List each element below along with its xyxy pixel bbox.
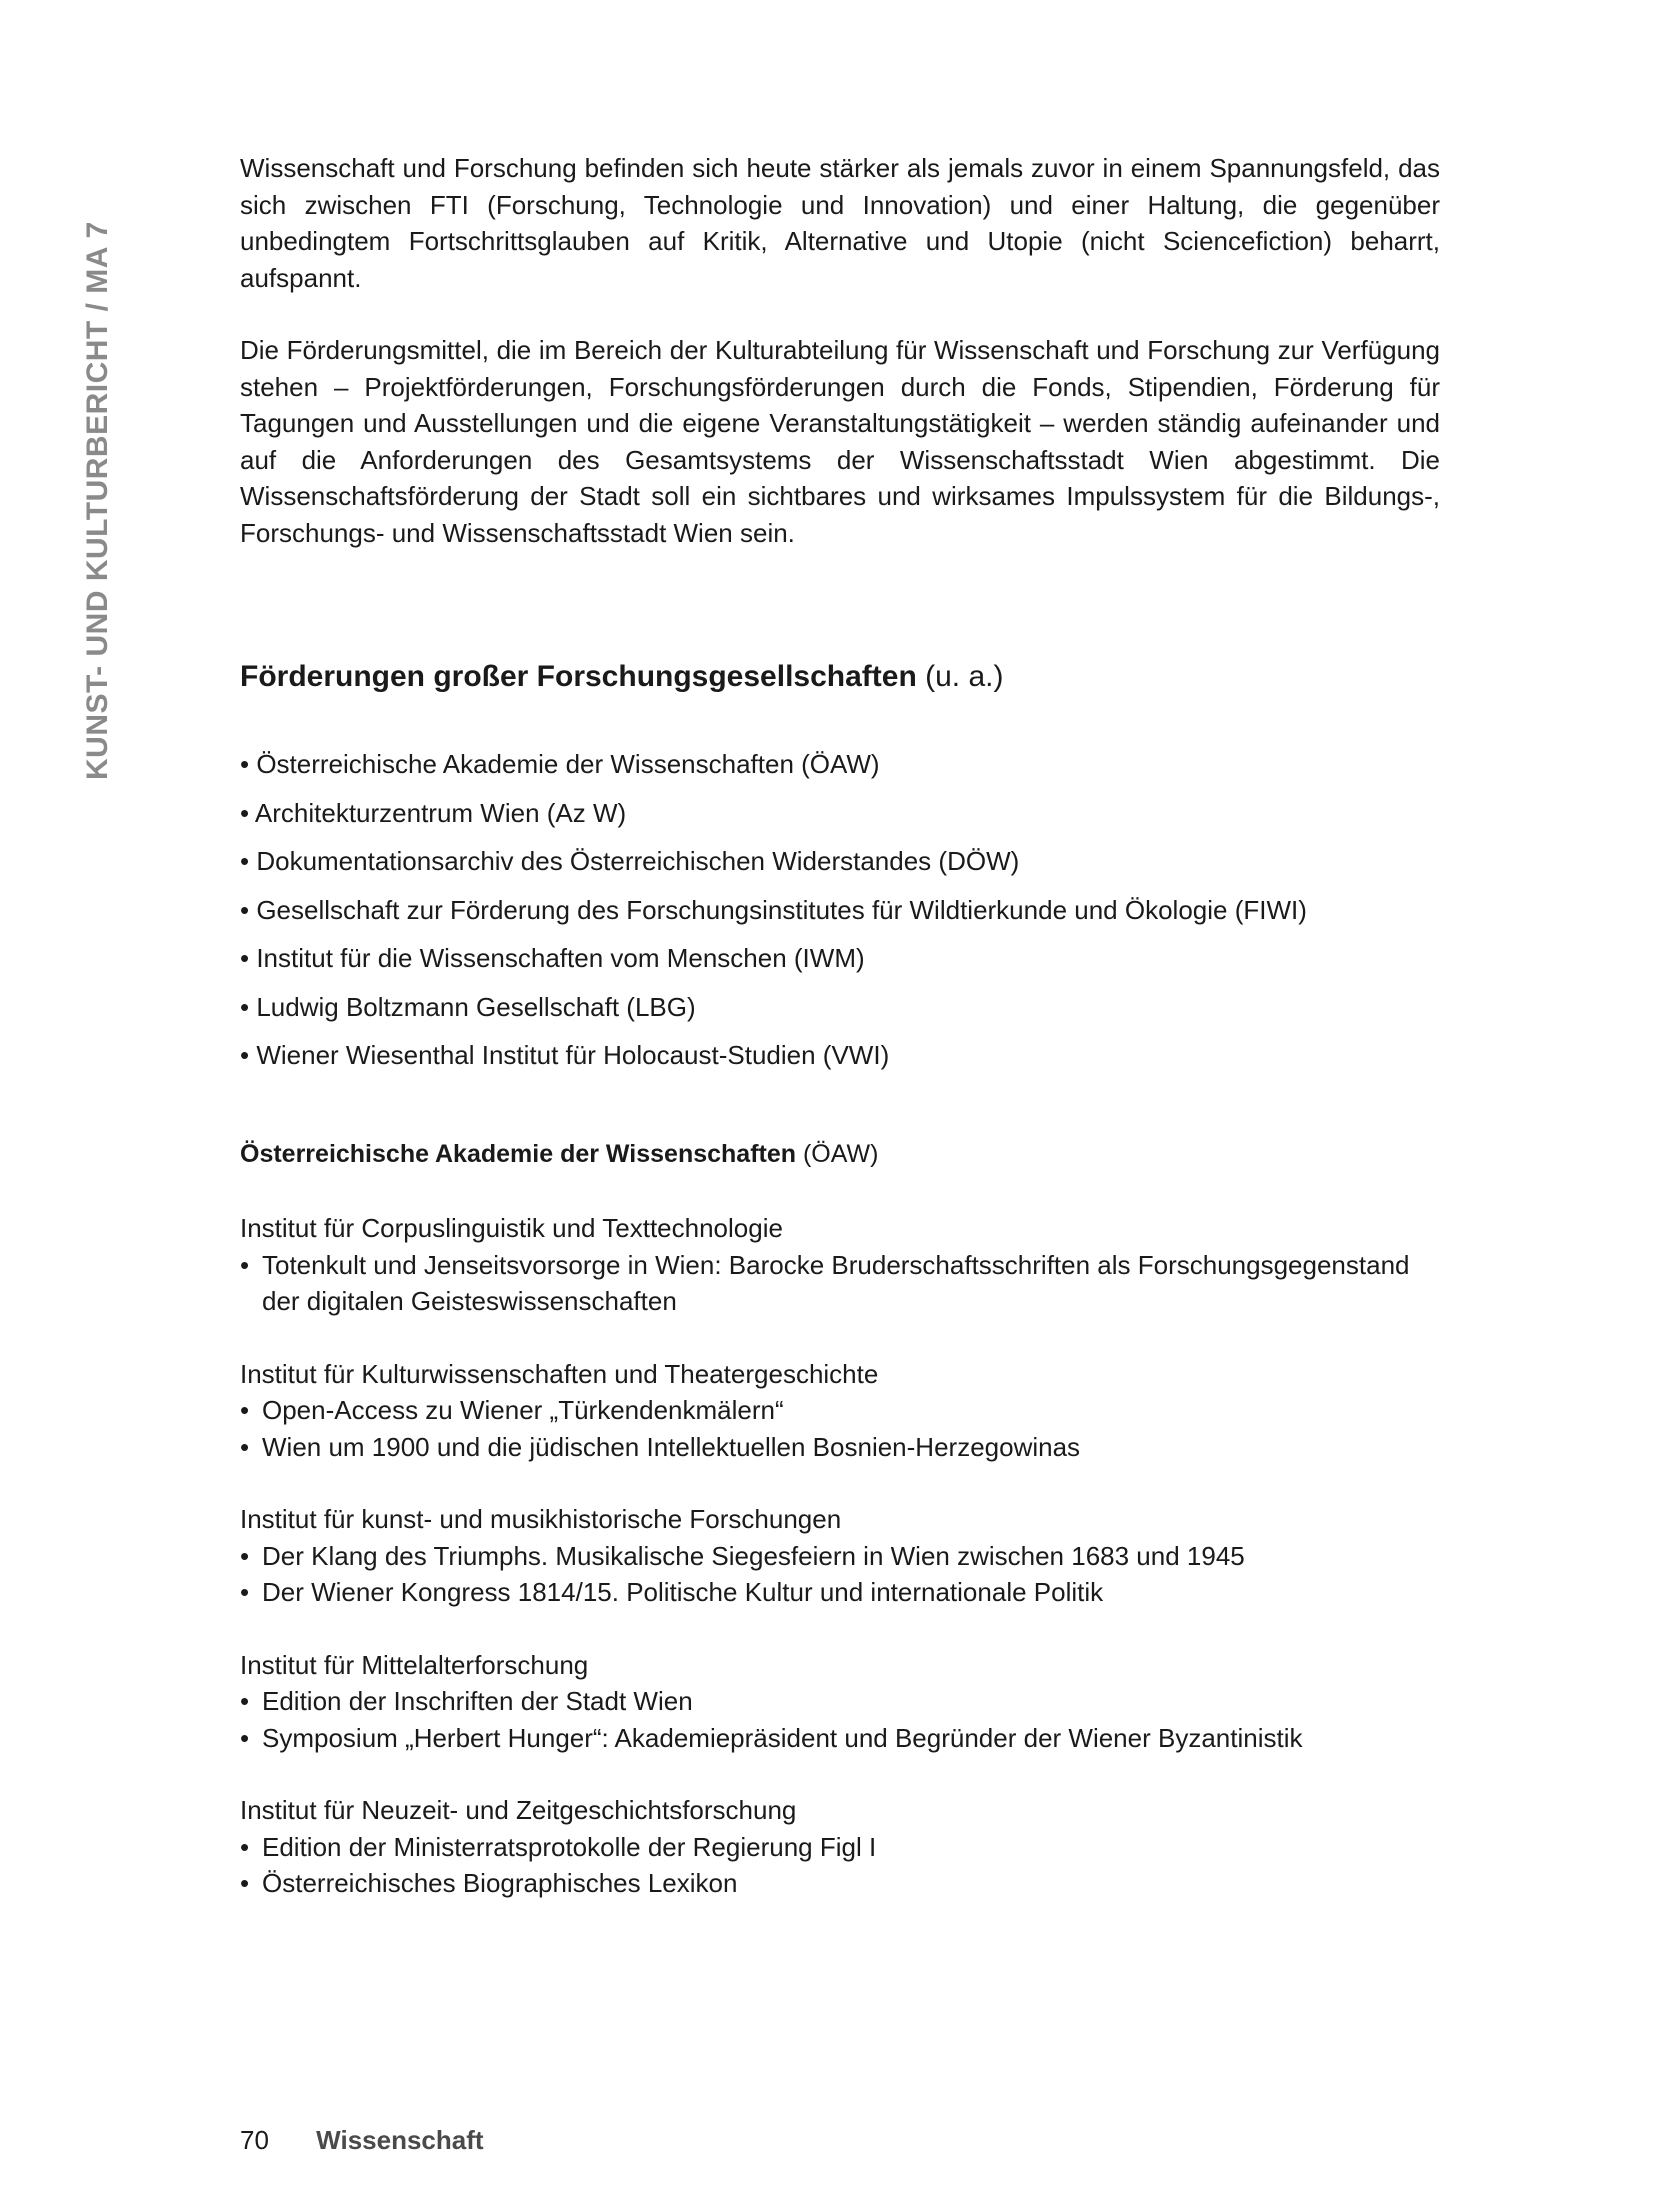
project-list (240, 1538, 1440, 1611)
list-item: • Gesellschaft zur Förderung des Forschungsinstitutes für Wildtierkunde und Ökologie (FIWI) (240, 886, 1307, 935)
institute-block (240, 1647, 1440, 1757)
list-item: • Architekturzentrum Wien (Az W) (240, 789, 1307, 838)
project-item: • Wien um 1900 und die jüdischen Intellektuellen Bosnien-Herzegowinas (240, 1429, 1440, 1466)
intro-paragraph-1: Wissenschaft und Forschung befinden sich heute stärker als jemals zuvor in einem Spannungsfeld, das sich zwischen FTI (Forschung, Technologie und Innovation) und einer Haltung, die gegenüber unbedingtem Fortschrittsglauben auf Kritik, Alternative und Utopie (nicht Sciencefiction) beharrt, aufspannt. (240, 153, 1440, 293)
project-item: • Totenkult und Jenseitsvorsorge in Wien: Barocke Bruderschaftsschriften als Forschungsgegenstand der digitalen Geisteswissenschaften (240, 1247, 1440, 1320)
institute-name: Institut für Mittelalterforschung (240, 1649, 589, 1680)
institute-block (240, 1792, 1440, 1902)
project-item: • Österreichisches Biographisches Lexikon (240, 1865, 1440, 1902)
subsection-heading (240, 1140, 878, 1169)
institute-name: Institut für kunst- und musikhistorische Forschungen (240, 1504, 842, 1534)
institute-list (240, 1210, 1440, 1938)
project-item: • Der Wiener Kongress 1814/15. Politische Kultur und internationale Politik (240, 1574, 1440, 1611)
project-item: • Open-Access zu Wiener „Türkendenkmälern“ (240, 1392, 1440, 1429)
side-running-header: KUNST- UND KULTURBERICHT / MA 7 (81, 221, 114, 780)
page-content (240, 150, 1440, 1898)
organization-list (240, 740, 1307, 1080)
list-item: • Wiener Wiesenthal Institut für Holocaust-Studien (VWI) (240, 1031, 1307, 1080)
section-heading-bold: Förderungen großer Forschungsgesellschaften (240, 660, 917, 693)
project-list (240, 1683, 1440, 1756)
institute-block (240, 1501, 1440, 1611)
project-list (240, 1392, 1440, 1465)
project-list (240, 1829, 1440, 1902)
institute-name: Institut für Neuzeit- und Zeitgeschichtsforschung (240, 1795, 797, 1825)
page-footer (240, 2125, 484, 2156)
list-item: • Institut für die Wissenschaften vom Menschen (IWM) (240, 934, 1307, 983)
list-item: • Dokumentationsarchiv des Österreichischen Widerstandes (DÖW) (240, 837, 1307, 886)
institute-block (240, 1356, 1440, 1466)
institute-name: Institut für Corpuslinguistik und Texttechnologie (240, 1213, 783, 1243)
section-heading-suffix: (u. a.) (916, 660, 1004, 693)
institute-name: Institut für Kulturwissenschaften und Theatergeschichte (240, 1358, 879, 1389)
project-list (240, 1247, 1440, 1320)
institute-block (240, 1210, 1440, 1320)
footer-section-name: Wissenschaft (316, 2125, 484, 2155)
subsection-heading-bold: Österreichische Akademie der Wissenschaften (240, 1140, 797, 1168)
project-item: • Der Klang des Triumphs. Musikalische Siegesfeiern in Wien zwischen 1683 und 1945 (240, 1538, 1440, 1575)
intro-paragraph-2: Die Förderungsmittel, die im Bereich der Kulturabteilung für Wissenschaft und Forschung zur Verfügung stehen – Projektförderungen, Forschungsförderungen durch die Fonds, Stipendien, Förderung für Tagungen und Ausstellungen und die eigene Veranstaltungstätigkeit – werden ständig aufeinander und auf die Anforderungen des Gesamtsystems der Wissenschaftsstadt Wien abgestimmt. Die Wissenschaftsförderung der Stadt soll ein sichtbares und wirksames Impulssystem für die Bildungs-, Forschungs- und Wissenschaftsstadt Wien sein. (240, 335, 1440, 548)
list-item: • Österreichische Akademie der Wissenschaften (ÖAW) (240, 740, 1307, 789)
project-item: • Edition der Inschriften der Stadt Wien (240, 1683, 1440, 1720)
page-number: 70 (240, 2125, 269, 2155)
section-heading (240, 660, 1003, 694)
project-item: • Symposium „Herbert Hunger“: Akademiepräsident und Begründer der Wiener Byzantinistik (240, 1720, 1440, 1757)
project-item: • Edition der Ministerratsprotokolle der Regierung Figl I (240, 1829, 1440, 1866)
list-item: • Ludwig Boltzmann Gesellschaft (LBG) (240, 983, 1307, 1032)
subsection-heading-suffix: (ÖAW) (796, 1140, 879, 1168)
